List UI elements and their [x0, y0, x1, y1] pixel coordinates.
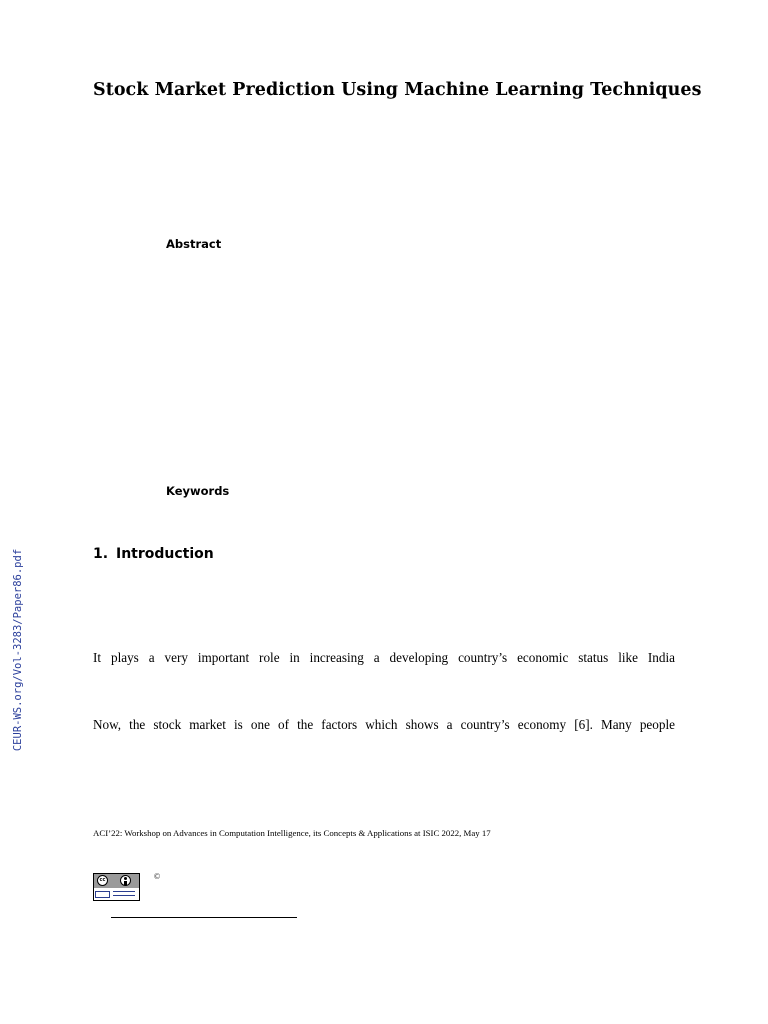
keywords-label: Keywords	[166, 484, 230, 498]
workshop-footnote: ACI’22: Workshop on Advances in Computation Intelligence, its Concepts & Applications at ISIC 2022, May 17	[93, 828, 491, 838]
section-number: 1.	[93, 546, 109, 562]
proceedings-identifier: CEUR-WS.org/Vol-3283/Paper86.pdf	[12, 548, 24, 752]
abstract-label: Abstract	[166, 237, 222, 251]
cc-by-license-icon	[93, 873, 140, 901]
attribution-icon	[120, 875, 131, 886]
license-text-line	[113, 895, 135, 896]
section-title: Introduction	[116, 546, 214, 562]
body-text-line: Now, the stock market is one of the factors which shows a country’s economy [6]. Many people	[93, 717, 675, 732]
section-heading-introduction	[93, 546, 214, 562]
body-text-line: It plays a very important role in increasing a developing country’s economic status like India	[93, 650, 675, 665]
footnote-divider	[111, 917, 297, 918]
license-text-line	[113, 891, 135, 892]
copyright-symbol: ©	[154, 872, 161, 881]
license-text-block	[95, 891, 110, 898]
cc-icon: cc	[97, 875, 108, 886]
paper-title: Stock Market Prediction Using Machine Learning Techniques	[93, 80, 702, 100]
